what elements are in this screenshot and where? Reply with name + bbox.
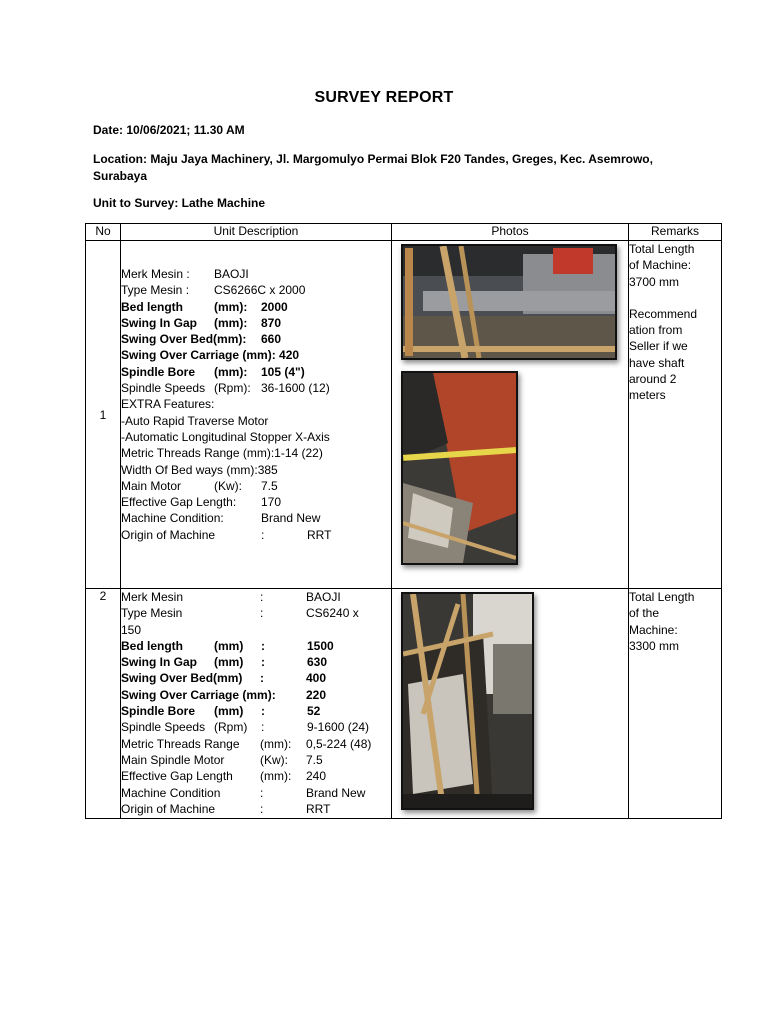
photos-cell-1 bbox=[392, 241, 629, 589]
spec-line: EXTRA Features: bbox=[121, 397, 215, 412]
remark-line: of the bbox=[629, 606, 660, 621]
remark-line: Total Length bbox=[629, 590, 695, 604]
spec-line: Merk Mesin : BAOJI bbox=[121, 267, 249, 281]
spec-line: Metric Threads Range (mm):1-14 (22) bbox=[121, 446, 323, 461]
remark-spacer bbox=[629, 290, 721, 306]
remark-line: Machine: bbox=[629, 622, 678, 637]
unit-to-survey: Unit to Survey: Lathe Machine bbox=[93, 196, 266, 210]
remark-line: Total Length bbox=[629, 242, 695, 256]
spec-line: Merk Mesin : BAOJI bbox=[121, 590, 341, 604]
remark-line: meters bbox=[629, 388, 666, 403]
table-header-row bbox=[86, 224, 722, 241]
spec-line: -Auto Rapid Traverse Motor bbox=[121, 413, 269, 428]
remark-line: 3300 mm bbox=[629, 638, 680, 653]
spec-line: Effective Gap Length (mm): 240 bbox=[121, 769, 327, 784]
header-unit-description: Unit Description bbox=[121, 224, 392, 241]
lathe-photo-2 bbox=[401, 592, 534, 810]
spec-line: Swing Over Bed(mm) : 400 bbox=[121, 671, 327, 686]
header-remarks: Remarks bbox=[629, 224, 722, 241]
spec-line: Swing Over Carriage (mm): 220 bbox=[121, 687, 327, 702]
spec-line: Spindle Bore (mm): 105 (4") bbox=[121, 364, 305, 379]
spec-line: Main Motor (Kw): 7.5 bbox=[121, 478, 278, 493]
spec-line: Bed length (mm) : 1500 bbox=[121, 638, 334, 653]
spec-line: Effective Gap Length: 170 bbox=[121, 495, 282, 510]
spec-line: Machine Condition : Brand New bbox=[121, 785, 366, 800]
spec-line: Swing In Gap (mm): 870 bbox=[121, 315, 282, 330]
spec-line: Type Mesin : CS6240 x bbox=[121, 606, 359, 621]
header-photos: Photos bbox=[392, 224, 629, 241]
spec-line: Machine Condition: Brand New bbox=[121, 511, 321, 526]
lathe-photo-1a bbox=[401, 244, 617, 360]
spec-line: Swing Over Carriage (mm): 420 bbox=[121, 348, 300, 363]
report-date: Date: 10/06/2021; 11.30 AM bbox=[93, 123, 245, 137]
table-row bbox=[86, 589, 722, 819]
row-number: 2 bbox=[86, 589, 121, 819]
header-no: No bbox=[86, 224, 121, 241]
spec-line: -Automatic Longitudinal Stopper X-Axis bbox=[121, 429, 330, 444]
remark-line: ation from bbox=[629, 323, 683, 338]
remark-line: Recommend bbox=[629, 306, 698, 321]
spec-line: Width Of Bed ways (mm):385 bbox=[121, 462, 278, 477]
unit-description-1 bbox=[121, 241, 392, 589]
spec-line: Type Mesin : CS6266C x 2000 bbox=[121, 283, 306, 298]
spec-line: Origin of Machine : RRT bbox=[121, 801, 331, 816]
report-title: SURVEY REPORT bbox=[314, 89, 454, 106]
spec-line: Origin of Machine : RRT bbox=[121, 527, 332, 542]
spec-line: Metric Threads Range (mm): 0,5-224 (48) bbox=[121, 736, 372, 751]
spec-line: Spindle Speeds (Rpm) : 9-1600 (24) bbox=[121, 720, 370, 735]
location-line-2: Surabaya bbox=[93, 168, 148, 183]
spec-line: Spindle Bore (mm) : 52 bbox=[121, 704, 321, 719]
row-number: 1 bbox=[86, 241, 121, 589]
photos-cell-2 bbox=[392, 589, 629, 819]
remarks-2 bbox=[629, 589, 722, 819]
location-line-1: Location: Maju Jaya Machinery, Jl. Margomulyo Permai Blok F20 Tandes, Greges, Kec. Asemrowo, bbox=[93, 152, 653, 166]
spec-line: Spindle Speeds (Rpm): 36-1600 (12) bbox=[121, 381, 330, 396]
spec-line: Bed length (mm): 2000 bbox=[121, 299, 288, 314]
survey-table bbox=[85, 223, 722, 819]
spec-line: 150 bbox=[121, 622, 142, 637]
report-location bbox=[93, 151, 693, 184]
spec-line: Swing Over Bed(mm): 660 bbox=[121, 332, 282, 347]
unit-description-2 bbox=[121, 589, 392, 819]
remark-line: around 2 bbox=[629, 372, 677, 387]
remarks-1 bbox=[629, 241, 722, 589]
table-row bbox=[86, 241, 722, 589]
spec-line: Swing In Gap (mm) : 630 bbox=[121, 655, 328, 670]
remark-line: 3700 mm bbox=[629, 274, 680, 289]
remark-line: Seller if we bbox=[629, 339, 688, 354]
remark-line: of Machine: bbox=[629, 258, 692, 273]
spec-line: Main Spindle Motor (Kw): 7.5 bbox=[121, 752, 323, 767]
remark-line: have shaft bbox=[629, 355, 685, 370]
lathe-photo-1b bbox=[401, 371, 518, 565]
